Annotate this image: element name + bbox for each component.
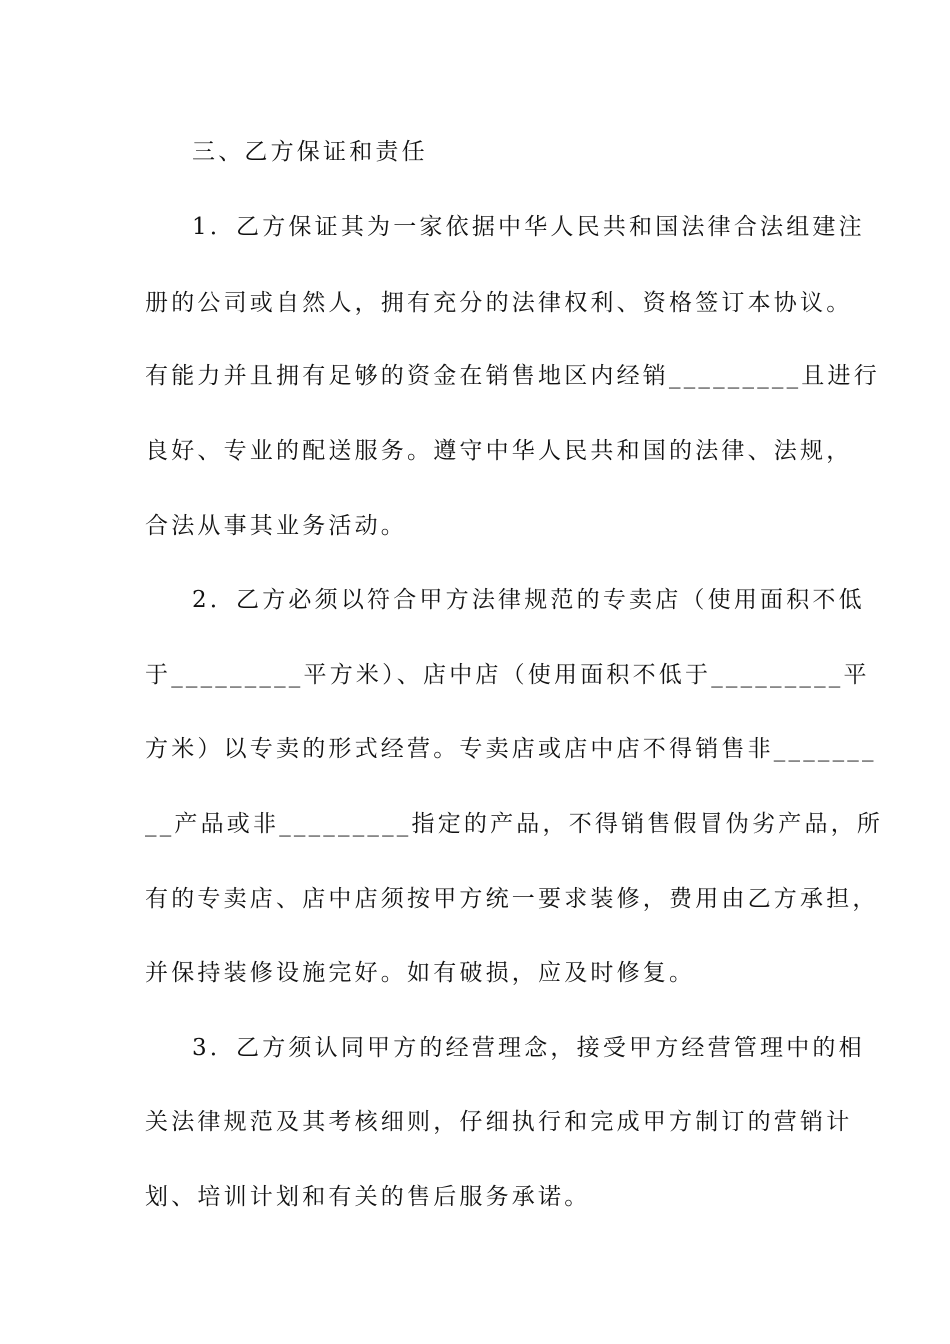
section-heading: 三、乙方保证和责任 [192, 139, 428, 165]
clause-1-line-5: 合法从事其业务活动。 [145, 513, 407, 539]
clause-1-line-2: 册的公司或自然人，拥有充分的法律权利、资格签订本协议。 [145, 290, 853, 316]
clause-3-line-2: 关法律规范及其考核细则，仔细执行和完成甲方制订的营销计 [145, 1109, 853, 1135]
clause-2-line-1: 2．乙方必须以符合甲方法律规范的专卖店（使用面积不低 [192, 587, 865, 613]
clause-2-line-5: 有的专卖店、店中店须按甲方统一要求装修，费用由乙方承担， [145, 886, 879, 912]
clause-2-line-6: 并保持装修设施完好。如有破损，应及时修复。 [145, 960, 696, 986]
clause-2-line-3: 方米）以专卖的形式经营。专卖店或店中店不得销售非_______ [145, 736, 877, 762]
clause-2-line-2: 于_________平方米）、店中店（使用面积不低于_________平 [145, 662, 870, 688]
clause-1-line-4: 良好、专业的配送服务。遵守中华人民共和国的法律、法规， [145, 438, 853, 464]
clause-3-line-1: 3．乙方须认同甲方的经营理念，接受甲方经营管理中的相 [192, 1035, 865, 1061]
clause-3-line-3: 划、培训计划和有关的售后服务承诺。 [145, 1184, 591, 1210]
clause-1-line-3: 有能力并且拥有足够的资金在销售地区内经销_________且进行 [145, 363, 880, 389]
clause-1-line-1: 1．乙方保证其为一家依据中华人民共和国法律合法组建注 [192, 214, 865, 240]
clause-2-line-4: __产品或非_________指定的产品，不得销售假冒伪劣产品，所 [145, 811, 884, 837]
